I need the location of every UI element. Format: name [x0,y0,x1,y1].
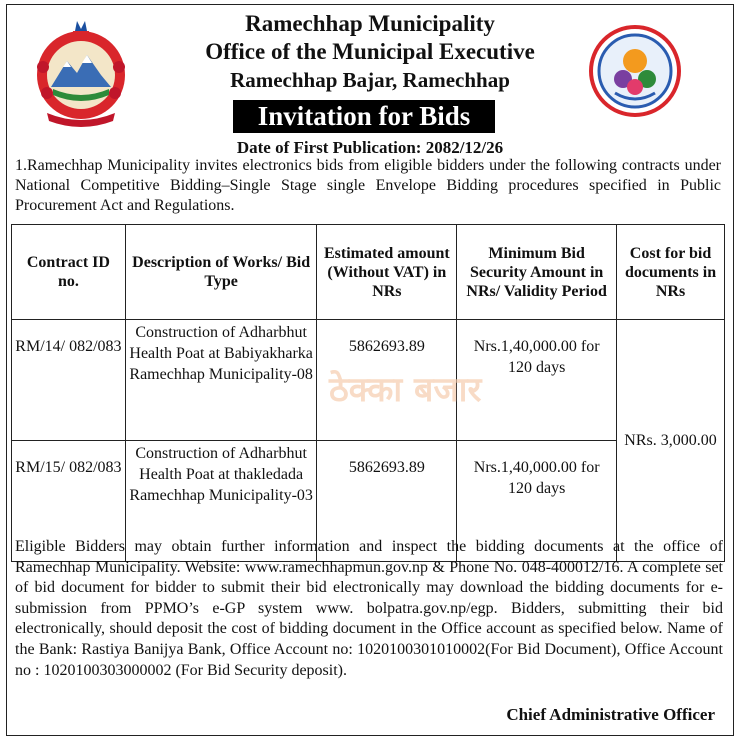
municipality-name: Ramechhap Municipality [245,11,495,36]
table-header-row [12,225,725,320]
signature-title: Chief Administrative Officer [506,705,715,724]
header-description: Description of Works/ Bid Type [125,225,317,320]
publication-date: Date of First Publication: 2082/12/26 [236,138,504,157]
estimated-amount: 5862693.89 [317,320,457,441]
contract-id: RM/15/ 082/083 [12,441,126,562]
office-address: Ramechhap Bajar, Ramechhap [230,68,510,92]
work-description: Construction of Adharbhut Health Poat at thakledada Ramechhap Municipality-03 [125,441,317,562]
intro-paragraph: 1.Ramechhap Municipality invites electronics bids from eligible bidders under the following contracts under National Competitive Bidding–Single Stage single Envelope Bidding procedures specified in Public Procurement Act and Regulations. [15,157,721,214]
header-bid-security: Minimum Bid Security Amount in NRs/ Validity Period [457,225,617,320]
work-description: Construction of Adharbhut Health Poat at Babiyakharka Ramechhap Municipality-08 [125,320,317,441]
watermark-logo: ठेक्का बजार [329,370,482,410]
header-estimated-amount: Estimated amount (Without VAT) in NRs [317,225,457,320]
body-paragraph: Eligible Bidders may obtain further information and inspect the bidding documents at the office of Ramechhap Municipality. Website: www.ramechhapmun.gov.np & Phone No. 048-400012/16. A complete set of bid document for bidder to submit their bid electronically may download the bidding documents for e-submission from PPMO’s e-GP system www. bolpatra.gov.np/egp. Bidders, submitting their bid electronically, should deposit the cost of bidding document in the Office account as specified below. Name of the Bank: Rastiya Banijya Bank, Office Account no: 1020100301010002(For Bid Document), Office Account no : 1020100303000002 (For Bid Security deposit). [15,538,723,679]
bid-security: Nrs.1,40,000.00 for 120 days [457,441,617,562]
contract-id: RM/14/ 082/083 [12,320,126,441]
header-cost: Cost for bid documents in NRs [617,225,725,320]
bid-notice [6,4,734,736]
notice-title: Invitation for Bids [233,100,495,133]
office-name: Office of the Municipal Executive [205,39,535,64]
header-contract-id: Contract ID no. [12,225,126,320]
bid-security: Nrs.1,40,000.00 for 120 days [457,320,617,441]
bid-document-cost: NRs. 3,000.00 [617,320,725,562]
estimated-amount: 5862693.89 [317,441,457,562]
